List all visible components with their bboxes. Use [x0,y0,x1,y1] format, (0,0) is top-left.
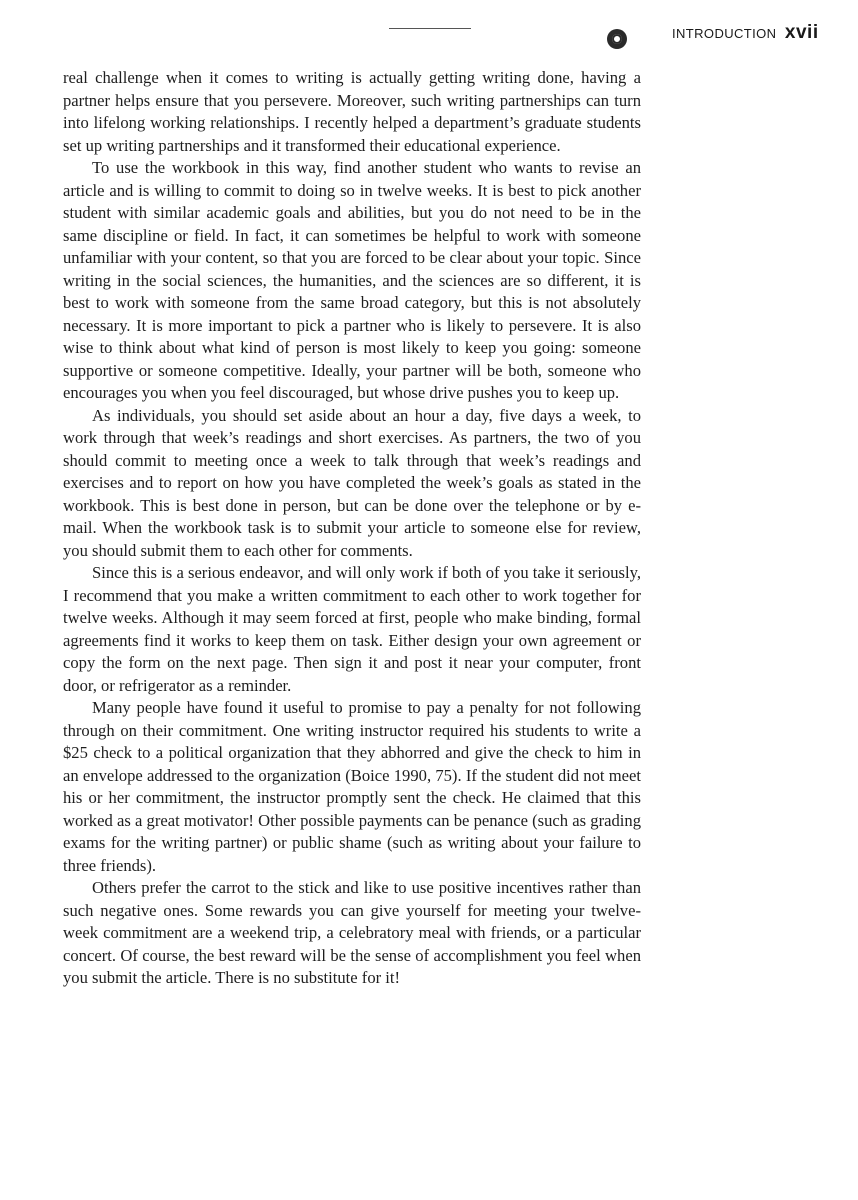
paragraph: Many people have found it useful to promise to pay a penalty for not following through on their commitment. One writing instructor required his students to write a $25 check to a political organization that they abhorred and give the check to him in an envelope addressed to the organization (Boice 1990, 75). If the student did not meet his or her commitment, the instructor promptly sent the check. He claimed that this worked as a great motivator! Other possible payments can be penance (such as grading exams for the writing partner) or public shame (such as writing about your failure to three friends). [63,698,641,875]
section-title: INTRODUCTION [672,26,777,41]
header-rule [389,28,471,29]
body-text [63,67,641,990]
paragraph: To use the workbook in this way, find another student who wants to revise an article and is willing to commit to doing so in twelve weeks. It is best to pick another student with similar academic goals and abilities, but you do not need to be in the same discipline or field. In fact, it can sometimes be helpful to work with someone unfamiliar with your content, so that you are forced to be clear about your topic. Since writing in the social sciences, the humanities, and the sciences are so different, it is best to work with someone from the same broad category, but this is not absolutely necessary. It is more important to pick a partner who is likely to persevere. It is also wise to think about what kind of person is most likely to keep you going: someone supportive or someone competitive. Ideally, your partner will be both, someone who encourages you when you feel discouraged, but whose drive pushes you to keep up. [63,158,641,402]
paragraph: Others prefer the carrot to the stick and like to use positive incentives rather than such negative ones. Some rewards you can give yourself for meeting your twelve-week commitment are a weekend trip, a celebratory meal with friends, or a particular concert. Of course, the best reward will be the sense of accomplishment you feel when you submit the article. There is no substitute for it! [63,878,641,987]
registration-mark-icon [607,29,627,49]
paragraph: As individuals, you should set aside about an hour a day, five days a week, to work through that week’s readings and short exercises. As partners, the two of you should commit to meeting once a week to talk through that week’s readings and exercises and to report on how you have completed the week’s goals as stated in the workbook. This is best done in person, but can be done over the telephone or by e-mail. When the workbook task is to submit your article to someone else for review, you should submit them to each other for comments. [63,405,641,560]
paragraph: real challenge when it comes to writing is actually getting writing done, having a partner helps ensure that you persevere. Moreover, such writing partnerships can turn into lifelong working relationships. I recently helped a department’s graduate students set up writing partnerships and it transformed their educational experience. [63,68,641,155]
paragraph: Since this is a serious endeavor, and will only work if both of you take it seriously, I recommend that you make a written commitment to each other to work together for twelve weeks. Although it may seem forced at first, people who make binding, formal agreements find it works to keep them on task. Either design your own agreement or copy the form on the next page. Then sign it and post it near your computer, front door, or refrigerator as a reminder. [63,563,641,695]
running-head [672,22,819,44]
page-number: xvii [784,22,819,43]
